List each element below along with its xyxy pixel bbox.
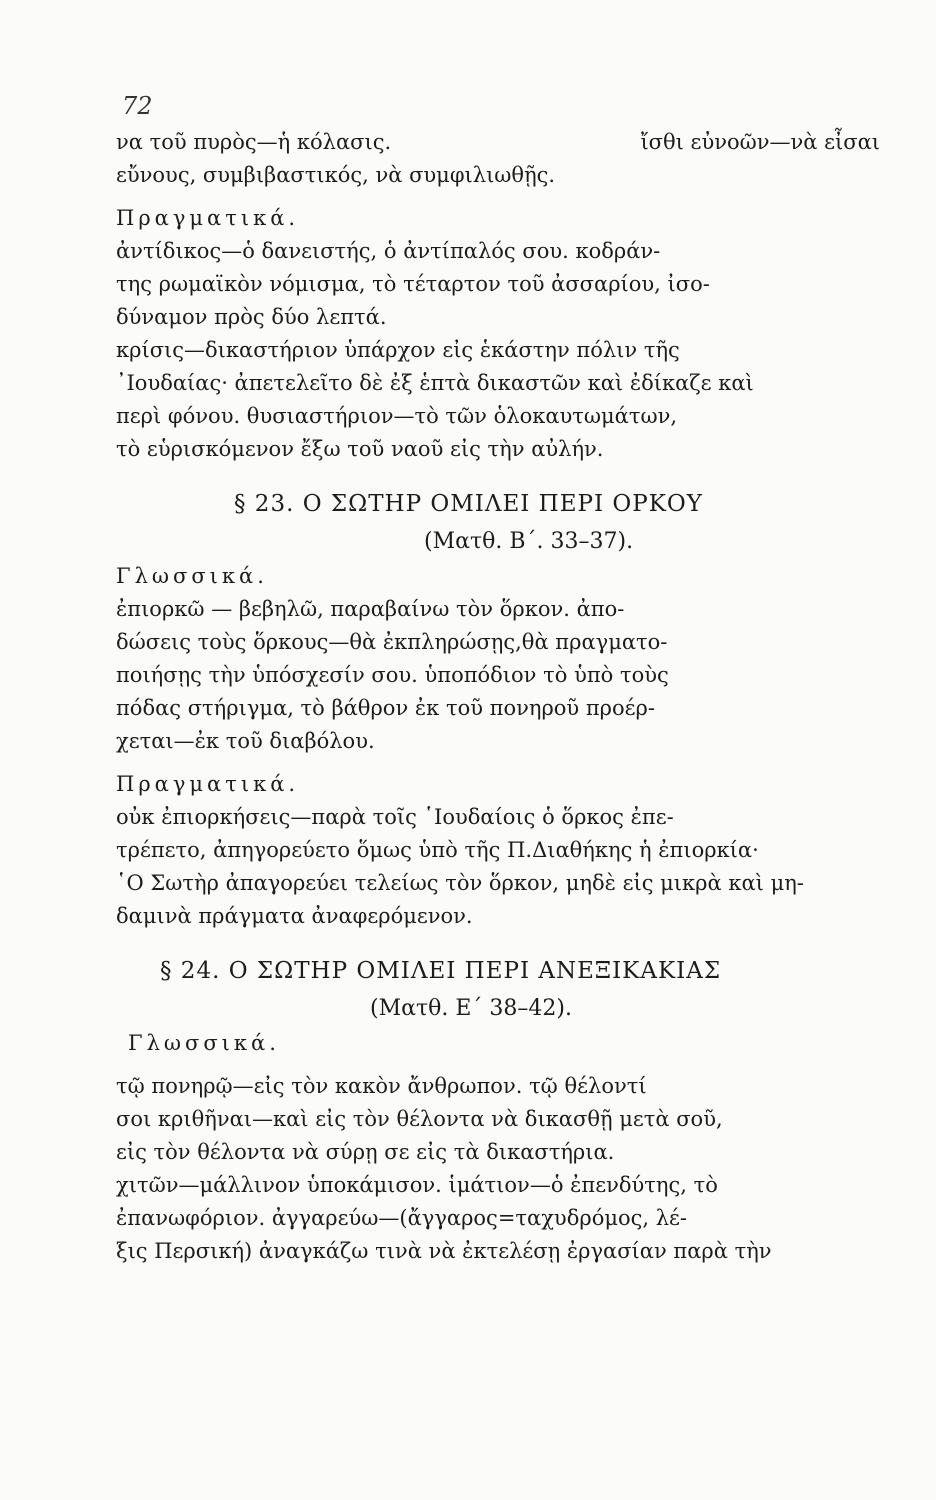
text-line: εἰς τὸν θέλοντα νὰ σύρῃ σε εἰς τὰ δικαστήρια. (116, 1140, 615, 1164)
section-reference: (Ματθ. Ε΄ 38–42). (370, 996, 572, 1021)
text-line: χεται—ἐκ τοῦ διαβόλου. (116, 729, 375, 753)
text-line (116, 126, 880, 159)
text-line: περὶ φόνου. θυσιαστήριον—τὸ τῶν ὁλοκαυτωμάτων, (116, 404, 678, 428)
text-line: χιτῶν—μάλλινον ὑποκάμισον. ἱμάτιον—ὁ ἐπενδύτης, τὸ (116, 1173, 718, 1197)
text-line: πόδας στήριγμα, τὸ βάθρον ἐκ τοῦ πονηροῦ προέρ- (116, 696, 655, 720)
text-line: ἐπιορκῶ — βεβηλῶ, παραβαίνω τὸν ὅρκον. ἀπο- (116, 597, 625, 621)
text-line: οὐκ ἐπιορκήσεις—παρὰ τοῖς ῾Ιουδαίοις ὁ ὅρκος ἐπε- (116, 805, 674, 829)
text-line: της ρωμαϊκὸν νόμισμα, τὸ τέταρτον τοῦ ἀσσαρίου, ἰσο- (116, 272, 710, 296)
text-line: δύναμον πρὸς δύο λεπτά. (116, 305, 387, 329)
text-line: τρέπετο, ἀπηγορεύετο ὅμως ὑπὸ τῆς Π.Διαθήκης ἡ ἐπιορκία· (116, 838, 759, 862)
section-title: § 24. Ο ΣΩΤΗΡ ΟΜΙΛΕΙ ΠΕΡΙ ΑΝΕΞΙΚΑΚΙΑΣ (160, 958, 722, 984)
text-line-start: να τοῦ πυρὸς—ἡ κόλασις. (116, 130, 392, 154)
text-line: δαμινὰ πράγματα ἀναφερόμενον. (116, 904, 473, 928)
section-reference: (Ματθ. Β΄. 33–37). (424, 529, 634, 554)
text-line: ποιήσῃς τὴν ὑπόσχεσίν σου. ὑποπόδιον τὸ ὑπὸ τοὺς (116, 663, 669, 687)
text-line: εὔνους, συμβιβαστικός, νὰ συμφιλιωθῇς. (116, 163, 556, 187)
text-line: ἐπανωφόριον. ἀγγαρεύω—(ἄγγαρος=ταχυδρόμος, λέ- (116, 1206, 688, 1230)
section-subheading: Πραγματικά. (116, 772, 300, 796)
section-subheading: Γλωσσικά. (128, 1031, 280, 1055)
text-line: ᾿Ιουδαίας· ἀπετελεῖτο δὲ ἐξ ἑπτὰ δικαστῶν καὶ ἐδίκαζε καὶ (116, 371, 754, 395)
text-line: δώσεις τοὺς ὅρκους—θὰ ἐκπληρώσῃς,θὰ πραγματο- (116, 630, 668, 654)
page-number: 72 (122, 92, 153, 120)
text-line: κρίσις—δικαστήριον ὑπάρχον εἰς ἑκάστην πόλιν τῆς (116, 338, 680, 362)
text-line: ἀντίδικος—ὁ δανειστής, ὁ ἀντίπαλός σου. κοδράν- (116, 239, 661, 263)
text-line: ῾Ο Σωτὴρ ἀπαγορεύει τελείως τὸν ὅρκον, μηδὲ εἰς μικρὰ καὶ μη- (116, 871, 804, 895)
section-subheading: Γλωσσικά. (116, 564, 268, 588)
text-line: τῷ πονηρῷ—εἰς τὸν κακὸν ἄνθρωπον. τῷ θέλοντί (116, 1074, 647, 1098)
section-subheading: Πραγματικά. (116, 206, 300, 230)
text-line: τὸ εὑρισκόμενον ἔξω τοῦ ναοῦ εἰς τὴν αὐλήν. (116, 437, 604, 461)
page-body (116, 126, 880, 1268)
text-line: ξις Περσική) ἀναγκάζω τινὰ νὰ ἐκτελέσῃ ἐργασίαν παρὰ τὴν (116, 1239, 772, 1263)
text-line-end: ἴσθι εὐνοῶν—νὰ εἶσαι (640, 130, 880, 154)
section-title: § 23. Ο ΣΩΤΗΡ ΟΜΙΛΕΙ ΠΕΡΙ ΟΡΚΟΥ (234, 491, 703, 517)
text-line: σοι κριθῆναι—καὶ εἰς τὸν θέλοντα νὰ δικασθῇ μετὰ σοῦ, (116, 1107, 723, 1131)
